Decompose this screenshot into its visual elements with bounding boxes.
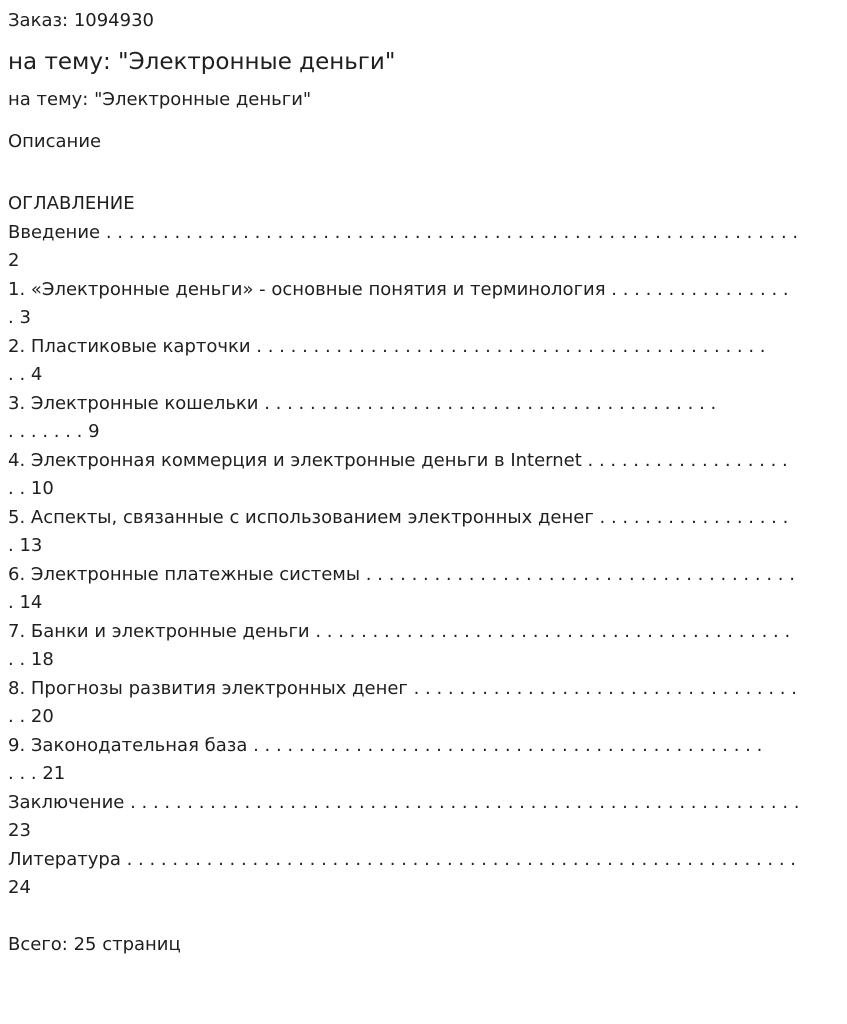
toc-line: 3. Электронные кошельки . . . . . . . . . . . . . . . . . . . . . . . . . . . . . . . . . . . . . . . . xyxy=(8,392,717,414)
table-of-contents xyxy=(8,190,839,903)
toc-line: 8. Прогнозы развития электронных денег . . . . . . . . . . . . . . . . . . . . . . . . . . . . . . . . . . xyxy=(8,677,797,699)
toc-line: . 3 xyxy=(8,307,31,328)
toc-line: 6. Электронные платежные системы . . . . . . . . . . . . . . . . . . . . . . . . . . . . . . . . . . . . . . xyxy=(8,563,795,585)
toc-line: 7. Банки и электронные деньги . . . . . . . . . . . . . . . . . . . . . . . . . . . . . . . . . . . . . . . . . . xyxy=(8,620,791,642)
toc-line: Заключение . . . . . . . . . . . . . . . . . . . . . . . . . . . . . . . . . . . . . . . . . . . . . . . . . . . . . . . . . . . xyxy=(8,791,800,813)
description-label: Описание xyxy=(8,131,102,152)
toc-line: 24 xyxy=(8,877,31,898)
page-title: на тему: "Электронные деньги" xyxy=(8,49,396,75)
toc-line: 1. «Электронные деньги» - основные понятия и терминология . . . . . . . . . . . . . . . . xyxy=(8,278,789,300)
toc-line: . . 20 xyxy=(8,706,54,727)
toc-heading: ОГЛАВЛЕНИЕ xyxy=(8,193,135,214)
page-subtitle: на тему: "Электронные деньги" xyxy=(8,89,312,110)
toc-line: 23 xyxy=(8,820,31,841)
total-pages: Всего: 25 страниц xyxy=(8,934,181,955)
toc-line: . . 18 xyxy=(8,649,54,670)
order-number: Заказ: 1094930 xyxy=(8,10,154,31)
toc-line: . . . . . . . 9 xyxy=(8,421,100,442)
toc-line: 2. Пластиковые карточки . . . . . . . . . . . . . . . . . . . . . . . . . . . . . . . . . . . . . . . . . . . . . xyxy=(8,335,766,357)
toc-line: . . 4 xyxy=(8,364,43,385)
toc-line: . 14 xyxy=(8,592,43,613)
toc-line: . . 10 xyxy=(8,478,54,499)
toc-line: Введение . . . . . . . . . . . . . . . . . . . . . . . . . . . . . . . . . . . . . . . . . . . . . . . . . . . . . . . . . . . . . xyxy=(8,221,799,243)
toc-line: 9. Законодательная база . . . . . . . . . . . . . . . . . . . . . . . . . . . . . . . . . . . . . . . . . . . . . xyxy=(8,734,763,756)
toc-line: 2 xyxy=(8,250,20,271)
toc-line: . 13 xyxy=(8,535,43,556)
toc-line: 4. Электронная коммерция и электронные деньги в Internet . . . . . . . . . . . . . . . . . . xyxy=(8,449,788,471)
toc-line: . . . 21 xyxy=(8,763,66,784)
toc-line: Литература . . . . . . . . . . . . . . . . . . . . . . . . . . . . . . . . . . . . . . . . . . . . . . . . . . . . . . . . . . . xyxy=(8,848,797,870)
toc-line: 5. Аспекты, связанные с использованием электронных денег . . . . . . . . . . . . . . . . . xyxy=(8,506,789,528)
